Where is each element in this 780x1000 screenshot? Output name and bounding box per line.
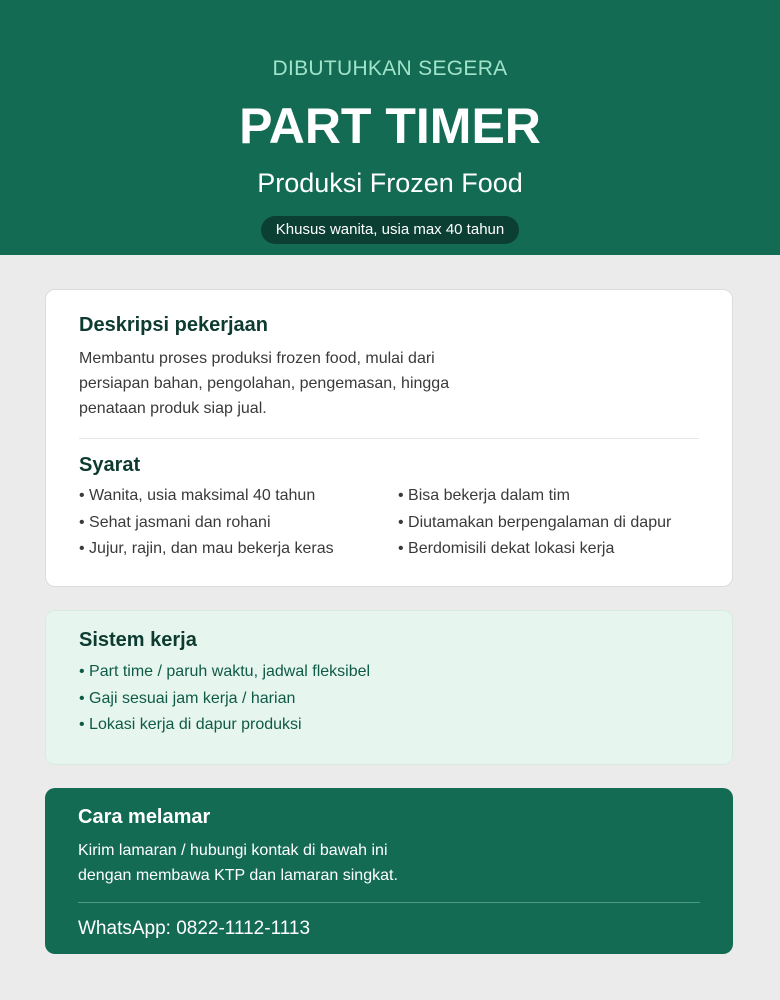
apply-line: dengan membawa KTP dan lamaran singkat. bbox=[78, 867, 398, 884]
requirement-item: • Diutamakan berpengalaman di dapur bbox=[398, 510, 671, 537]
description-line: Membantu proses produksi frozen food, mulai dari bbox=[79, 350, 435, 367]
requirement-item: • Berdomisili dekat lokasi kerja bbox=[398, 536, 671, 563]
description-card bbox=[45, 289, 733, 587]
apply-line: Kirim lamaran / hubungi kontak di bawah ini bbox=[78, 842, 388, 859]
eligibility-badge: Khusus wanita, usia max 40 tahun bbox=[261, 216, 519, 244]
requirement-item: • Wanita, usia maksimal 40 tahun bbox=[79, 483, 334, 510]
apply-instructions bbox=[78, 838, 398, 888]
work-system-card bbox=[45, 610, 733, 765]
whatsapp-contact[interactable]: WhatsApp: 0822-1112-1113 bbox=[78, 918, 311, 939]
description-line: persiapan bahan, pengolahan, pengemasan, hingga bbox=[79, 375, 450, 392]
apply-heading: Cara melamar bbox=[78, 806, 211, 828]
apply-divider bbox=[78, 902, 700, 903]
requirements-list-right bbox=[398, 483, 671, 563]
requirements-list-left bbox=[79, 483, 334, 563]
work-system-item: • Gaji sesuai jam kerja / harian bbox=[79, 686, 370, 713]
work-system-item: • Lokasi kerja di dapur produksi bbox=[79, 712, 370, 739]
requirement-item: • Jujur, rajin, dan mau bekerja keras bbox=[79, 536, 334, 563]
description-line: penataan produk siap jual. bbox=[79, 400, 267, 417]
work-system-item: • Part time / paruh waktu, jadwal fleksibel bbox=[79, 659, 370, 686]
how-to-apply-card bbox=[45, 788, 733, 954]
requirements-heading: Syarat bbox=[79, 454, 141, 476]
urgent-kicker: DIBUTUHKAN SEGERA bbox=[272, 57, 508, 80]
description-text bbox=[79, 346, 449, 421]
section-divider bbox=[79, 438, 699, 439]
requirement-item: • Sehat jasmani dan rohani bbox=[79, 510, 334, 537]
description-heading: Deskripsi pekerjaan bbox=[79, 314, 268, 336]
work-system-heading: Sistem kerja bbox=[79, 629, 197, 651]
hero-header bbox=[0, 0, 780, 255]
work-system-list bbox=[79, 659, 370, 739]
job-subtitle: Produksi Frozen Food bbox=[257, 168, 523, 198]
requirement-item: • Bisa bekerja dalam tim bbox=[398, 483, 671, 510]
job-title: PART TIMER bbox=[239, 98, 541, 154]
